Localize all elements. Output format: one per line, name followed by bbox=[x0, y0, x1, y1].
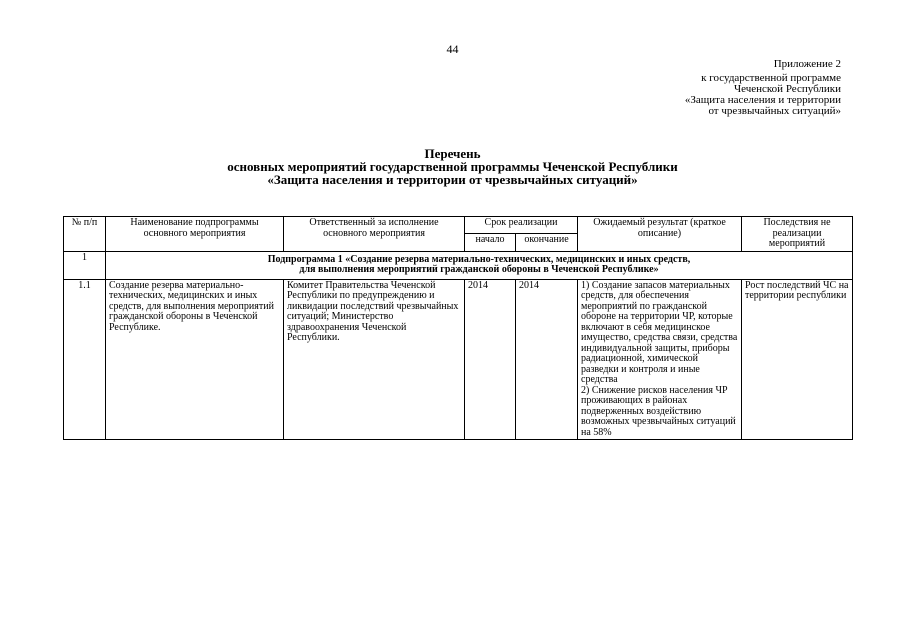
appendix-reference bbox=[685, 73, 841, 117]
appendix-line: от чрезвычайных ситуаций» bbox=[708, 105, 841, 117]
row-name: Создание резерва материально-технических, медицинских и иных средств, для выполнения мероприятий гражданской обороны в Чеченской Республике. bbox=[106, 279, 284, 440]
title-line: «Защита населения и территории от чрезвычайных ситуаций» bbox=[267, 172, 638, 187]
appendix-label: Приложение 2 bbox=[773, 58, 841, 70]
row-responsible: Комитет Правительства Чеченской Республики по предупреждению и ликвидации последствий чрезвычайных ситуаций; Министерство здравоохранения Чеченской Республики. bbox=[284, 279, 465, 440]
title-line: Перечень bbox=[424, 146, 481, 161]
row-num: 1.1 bbox=[64, 279, 106, 440]
subprogram-title-line: Подпрограмма 1 «Создание резерва материально-технических, медицинских и иных средств, bbox=[267, 253, 691, 265]
table-row bbox=[64, 279, 853, 440]
header-result: Ожидаемый результат (краткое описание) bbox=[578, 217, 742, 252]
table-header-row bbox=[64, 217, 853, 234]
row-result: 1) Создание запасов материальных средств, для обеспечения мероприятий по гражданской обороне на территории ЧР, которые включают в себя медицинское имущество, средства связи, средства индивидуальной защиты, приборы радиационной, химической разведки и контроля и иные средства 2) Снижение рисков населения ЧР проживающих в районах подверженных воздействию возможных чрезвычайных ситуаций на 58% bbox=[578, 279, 742, 440]
header-start: начало bbox=[465, 234, 516, 251]
header-name: Наименование подпрограммы основного мероприятия bbox=[106, 217, 284, 252]
header-term: Срок реализации bbox=[465, 217, 578, 234]
appendix-line: к государственной программе bbox=[701, 72, 841, 84]
header-consequences: Последствия не реализации мероприятий bbox=[742, 217, 853, 252]
subprogram-row bbox=[64, 251, 853, 279]
page-number: 44 bbox=[446, 42, 459, 56]
header-end: окончание bbox=[516, 234, 578, 251]
subprogram-title-line: для выполнения мероприятий гражданской обороны в Чеченской Республике» bbox=[299, 264, 659, 275]
appendix-line: «Защита населения и территории bbox=[684, 94, 841, 106]
header-responsible: Ответственный за исполнение основного мероприятия bbox=[284, 217, 465, 252]
row-end: 2014 bbox=[516, 279, 578, 440]
measures-table bbox=[63, 216, 853, 440]
header-num: № п/п bbox=[64, 217, 106, 252]
row-consequences: Рост последствий ЧС на территории республики bbox=[742, 279, 853, 440]
subprogram-title bbox=[106, 251, 853, 279]
appendix-line: Чеченской Республики bbox=[733, 83, 841, 95]
subprogram-num: 1 bbox=[64, 251, 106, 279]
title-line: основных мероприятий государственной программы Чеченской Республики bbox=[227, 159, 678, 174]
document-title bbox=[0, 147, 905, 186]
row-start: 2014 bbox=[465, 279, 516, 440]
